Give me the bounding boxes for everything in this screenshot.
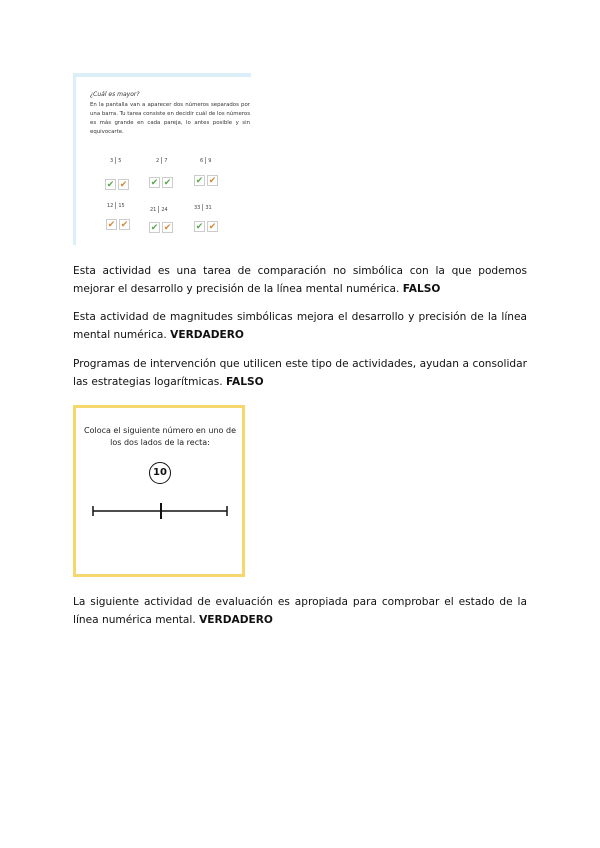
number-pair: 33 31 [194, 205, 212, 211]
check-icon[interactable]: ✔ [107, 220, 116, 230]
check-icon[interactable]: ✔ [120, 220, 129, 230]
statement-text: Esta actividad de magnitudes simbólicas mejora el desarrollo y precisión de la línea mental numérica. [73, 311, 527, 341]
statement-answer: FALSO [402, 283, 441, 295]
statement-answer: VERDADERO [199, 614, 273, 626]
check-icon[interactable]: ✔ [208, 222, 217, 232]
statement-1 [73, 262, 527, 298]
statement-answer: FALSO [226, 376, 264, 388]
check-icon[interactable]: ✔ [106, 180, 115, 190]
answer-checks [149, 177, 173, 188]
number-line [76, 408, 242, 574]
check-icon[interactable]: ✔ [150, 178, 159, 188]
number-line-prompt: Coloca el siguiente número en uno de los dos lados de la recta: [83, 426, 236, 447]
check-icon[interactable]: ✔ [208, 176, 217, 186]
statement-4 [73, 593, 527, 629]
answer-checks [106, 219, 130, 230]
number-pair: 21 24 [150, 207, 168, 213]
statement-2 [73, 308, 527, 344]
check-icon[interactable]: ✔ [195, 176, 204, 186]
statement-text: Esta actividad es una tarea de comparación no simbólica con la que podemos mejorar el desarrollo y precisión de la línea mental numérica. [73, 265, 527, 295]
check-icon[interactable]: ✔ [163, 178, 172, 188]
number-line-figure [73, 405, 245, 577]
statement-text: La siguiente actividad de evaluación es apropiada para comprobar el estado de la línea numérica mental. [73, 596, 527, 626]
figure-question-title: ¿Cuál es mayor? [90, 91, 140, 98]
comparison-task-figure [73, 73, 251, 245]
answer-checks [105, 179, 129, 190]
check-icon[interactable]: ✔ [119, 180, 128, 190]
statement-3 [73, 355, 527, 391]
number-pair: 3 5 [110, 158, 122, 164]
check-icon[interactable]: ✔ [195, 222, 204, 232]
figure-instructions: En la pantalla van a aparecer dos números separados por una barra. Tu tarea consiste en decidir cuál de los números es más grande en cada pareja, lo antes posible y sin equivocarte. [90, 102, 250, 135]
statement-text: Programas de intervención que utilicen este tipo de actividades, ayudan a consolidar las estrategias logarítmicas. [73, 358, 527, 388]
answer-checks [149, 222, 173, 233]
number-pair: 6 9 [200, 158, 212, 164]
check-icon[interactable]: ✔ [163, 223, 172, 233]
number-pair: 12 15 [107, 203, 125, 209]
check-icon[interactable]: ✔ [150, 223, 159, 233]
answer-checks [194, 175, 218, 186]
answer-checks [194, 221, 218, 232]
target-number-circle: 10 [149, 462, 171, 484]
number-pair: 2 7 [156, 158, 168, 164]
statement-answer: VERDADERO [170, 329, 244, 341]
